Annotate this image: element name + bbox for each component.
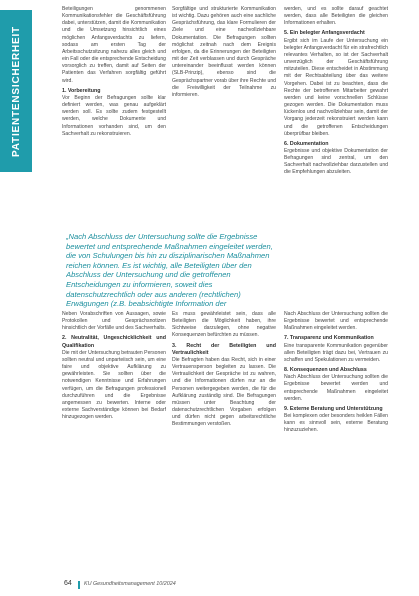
paragraph: Neben Vorabschriften von Aussagen, sowie Protokollen und Gesprächsnotizen hinsichtlich der Vorfälle und des Sachverhalts.	[62, 311, 166, 332]
paragraph: Die mit der Untersuchung betrauten Personen sollten neutral und unparteiisch sein, um eine faire und objektive Aufklärung zu gewährleisten. Sie sollten über die notwendigen Kenntnisse und Erfahrungen verfügen, um die Befragungen professionell durchzuführen und die Ergebnisse angemessen zu bewerten. Interne oder externe Sachverständige können bei Bedarf hinzugezogen werden.	[62, 349, 166, 421]
paragraph: Ergibt sich im Laufe der Untersuchung ein belegter Anfangsverdacht für ein strafrechtlich relevantes Verhalten, so ist der Sachverhalt unverzüglich der Geschäftsführung mitzuteilen. Diese entscheidet in Abstimmung mit der Rechtsabteilung über das weitere Vorgehen. Dabei ist zu beachten, dass die Rechte der betroffenen Mitarbeiter gewahrt werden und keine vorschnellen Schlüsse gezogen werden. Die Dokumentation muss lückenlos und nachvollziehbar sein, damit der Vorgang jederzeit rekonstruiert werden kann und die getroffenen Entscheidungen überprüfbar bleiben.	[284, 37, 388, 137]
text-column-5	[172, 311, 276, 574]
section-heading: 5. Ein belegter Anfangsverdacht	[284, 30, 365, 37]
text-column-1	[62, 6, 166, 226]
footer-divider	[78, 581, 80, 589]
text-column-4	[62, 311, 166, 574]
paragraph: Bei komplexen oder besonders heiklen Fällen kann es sinnvoll sein, externe Beratung hinzuzuziehen.	[284, 413, 388, 434]
paragraph: Sorgfältige und strukturierte Kommunikation ist wichtig. Dazu gehören auch eine sachliche Gesprächsführung, das klare Formulieren der Ziele und eine nachvollziehbare Dokumentation. Die Befragungen sollten möglichst zeitnah nach dem Ereignis erfolgen, da die Erinnerungen der Beteiligten mit der Zeit verblassen und durch Gespräche untereinander beeinflusst werden können (SLB-Prinzip), ebenso sind die Gesprächspartner vorab über ihre Rechte und die Freiwilligkeit der Teilnahme zu informieren.	[172, 6, 276, 98]
paragraph: Es muss gewährleistet sein, dass alle Beteiligten die Möglichkeit haben, ihre Sichtweise darzulegen, ohne negative Konsequenzen befürchten zu müssen.	[172, 311, 276, 339]
paragraph: Ergebnisse und objektive Dokumentation der Befragungen sind zentral, um den Sachverhalt nachvollziehbar darzustellen und die Empfehlungen abzuleiten.	[284, 147, 388, 176]
paragraph: Nach Abschluss der Untersuchung sollten die Ergebnisse bewertet und entsprechende Maßnahmen eingeleitet werden.	[284, 311, 388, 332]
section-heading: 2. Neutralität, Ungeschicklichkeit und Qualifikation	[62, 335, 166, 349]
journal-name: KU Gesundheitsmanagement 10/2024	[84, 581, 176, 587]
section-heading: 7. Transparenz und Kommunikation	[284, 335, 374, 342]
paragraph: Eine transparente Kommunikation gegenüber allen Beteiligten trägt dazu bei, Vertrauen zu schaffen und Spekulationen zu vermeiden.	[284, 342, 388, 363]
section-heading: 8. Konsequenzen und Abschluss	[284, 367, 367, 374]
section-heading: 6. Dokumentation	[284, 140, 329, 147]
section-heading: 9. Externe Beratung und Unterstützung	[284, 405, 383, 412]
pull-quote: „Nach Abschluss der Untersuchung sollte die Ergebnisse bewertet und entsprechende Maßnahmen eingeleitet werden, die von Schulungen bis hin zu disziplinarischen Maßnahmen reichen können. Es ist wichtig, alle Beteiligten über den Abschluss der Untersuchung und die getroffenen Entscheidungen zu informieren, soweit dies datenschutzrechtlich oder aus anderen (rechtlichen) Erwägungen (z.B. beabsichtigte Information der	[66, 232, 273, 308]
paragraph: Vor Beginn der Befragungen sollte klar definiert werden, was genau aufgeklärt werden soll. Es sollte zudem festgestellt werden, welche Dokumente und Informationen vorhanden sind, um den Sachverhalt zu rekonstruieren.	[62, 94, 166, 137]
page-footer	[0, 572, 419, 596]
section-tab-label: PATIENTENSICHERHEIT	[10, 25, 22, 157]
paragraph: Beteiligungen genommenen Kommunikationsfehler die Geschäftsführung dabei, unterstützen, damit die Kommunikation und die Umsetzung hinsichtlich eines möglichen Anfangsverdachts zu liefern, sodass am ersten Tag der Arbeitsschutzsitzung nahezu alles gleich und ein Fall oder die entsprechende Entscheidung vorsorglich zu treffen, damit auf Seiten der Patienten das Verfahren sorgfältig geführt wird.	[62, 6, 166, 84]
paragraph: werden, und es sollte darauf geachtet werden, dass alle Beteiligten die gleichen Informationen erhalten.	[284, 6, 388, 27]
section-heading: 3. Recht der Beteiligten und Vertraulichkeit	[172, 342, 276, 356]
paragraph: Nach Abschluss der Untersuchung sollten die Ergebnisse bewertet werden und entsprechende Maßnahmen eingeleitet werden.	[284, 374, 388, 402]
text-column-2	[172, 6, 276, 226]
section-heading: 1. Vorbereitung	[62, 87, 101, 94]
page-number: 64	[64, 580, 72, 587]
section-tab	[0, 10, 32, 172]
paragraph: Die Befragten haben das Recht, sich in einer Vertrauensperson begleiten zu lassen. Die Vertraulichkeit der Gespräche ist zu wahren, und die Informationen dürfen nur an die Personen weitergegeben werden, die für die Aufklärung zuständig sind. Die Befragungen müssen unter Beachtung der datenschutzrechtlichen Vorgaben erfolgen und dürfen nicht gegen arbeitsrechtliche Bestimmungen verstoßen.	[172, 356, 276, 428]
text-column-6	[284, 311, 388, 574]
